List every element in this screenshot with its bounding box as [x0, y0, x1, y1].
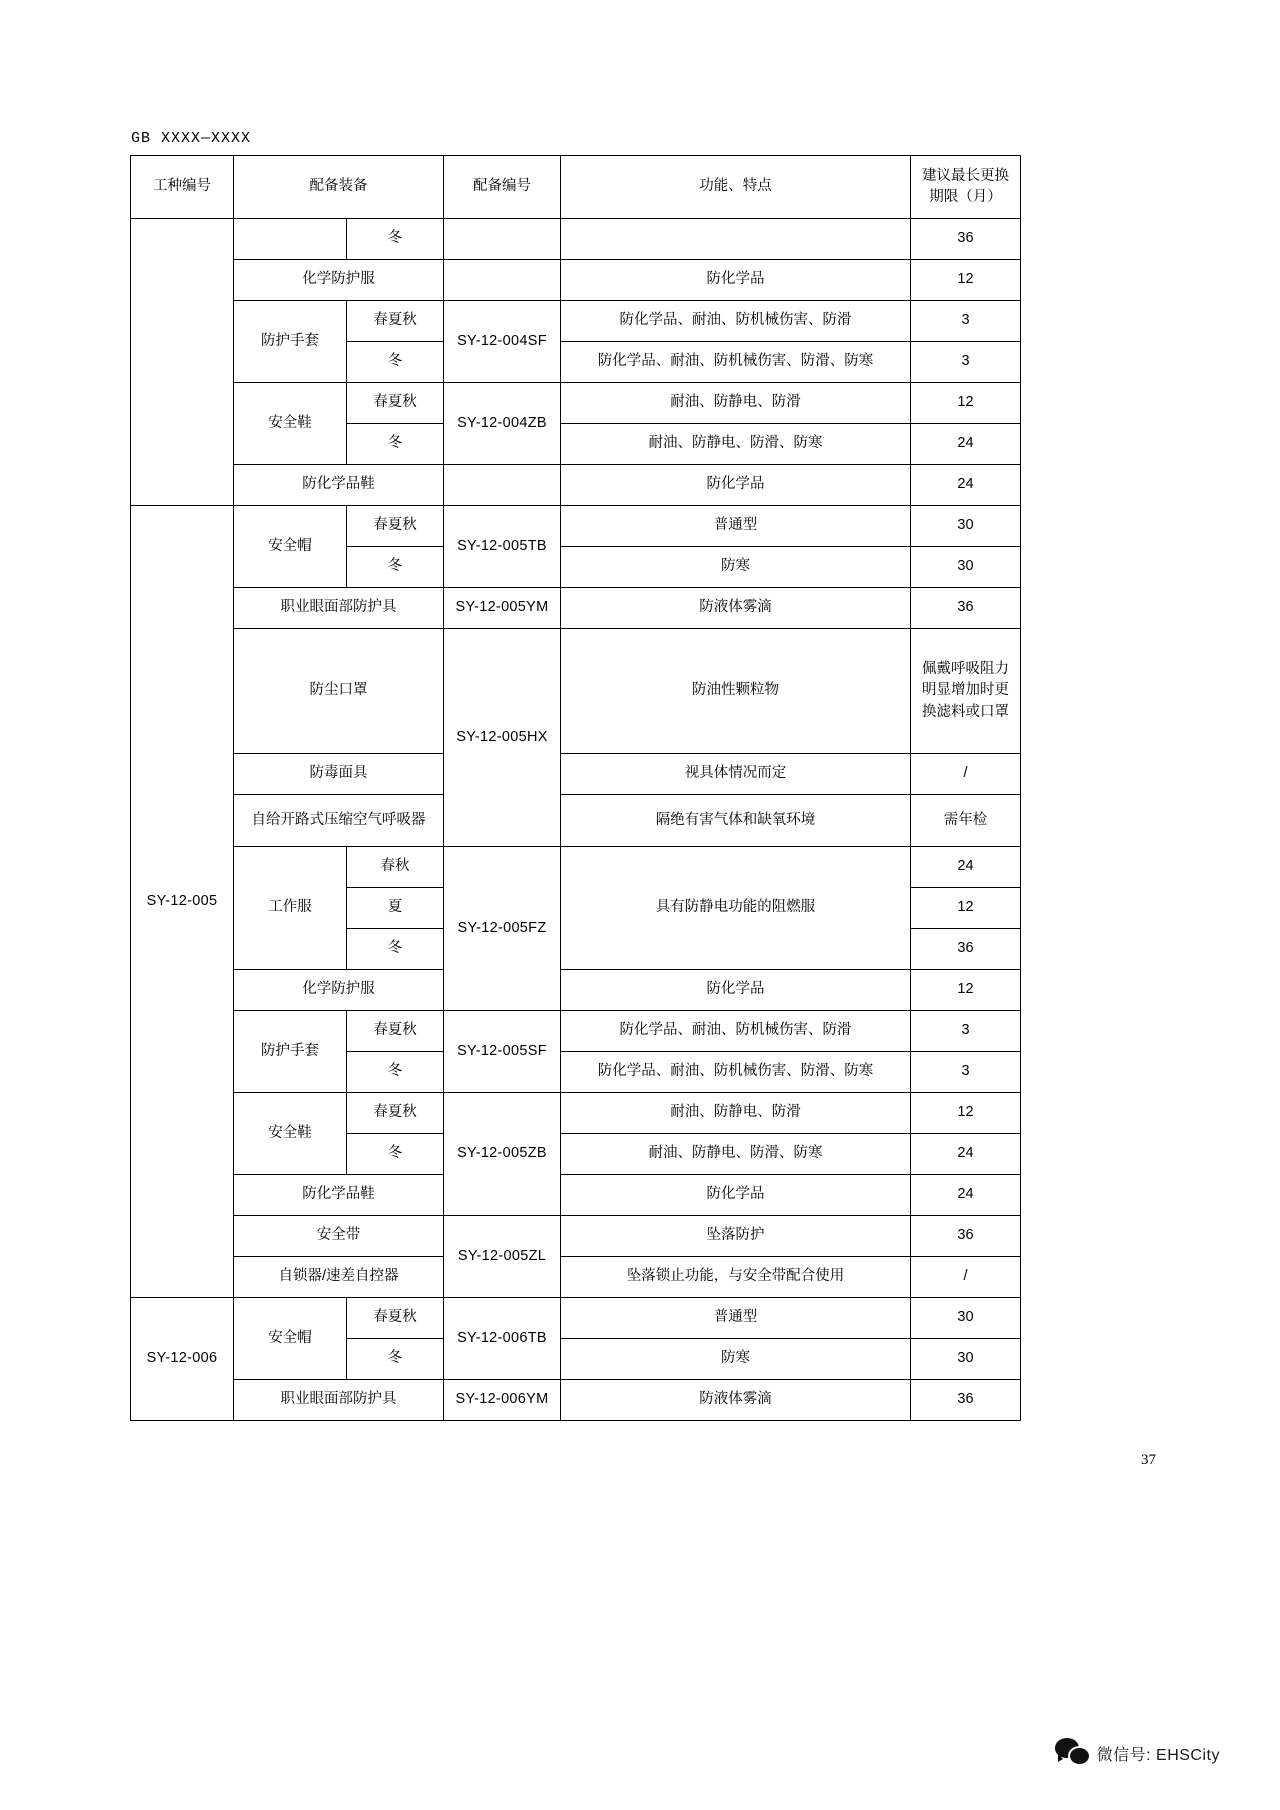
- cell-code-blank: [444, 465, 561, 506]
- cell-equipment: 安全鞋: [234, 1093, 347, 1175]
- cell-code: SY-12-005TB: [444, 506, 561, 588]
- table-row: [131, 1011, 1021, 1052]
- table-row: [131, 1380, 1021, 1421]
- cell-season: 春夏秋: [347, 301, 444, 342]
- cell-season: 春秋: [347, 847, 444, 888]
- cell-feature: 防化学品、耐油、防机械伤害、防滑、防寒: [561, 1052, 911, 1093]
- table-header-row: [131, 156, 1021, 219]
- cell-feature: 防化学品: [561, 465, 911, 506]
- cell-equipment: 化学防护服: [234, 970, 444, 1011]
- cell-feature: 坠落防护: [561, 1216, 911, 1257]
- cell-season: 夏: [347, 888, 444, 929]
- table-row: [131, 506, 1021, 547]
- cell-code: SY-12-004SF: [444, 301, 561, 383]
- cell-equipment: 安全帽: [234, 506, 347, 588]
- cell-equipment-blank: [234, 219, 347, 260]
- cell-period: 36: [911, 1380, 1021, 1421]
- cell-period: 24: [911, 847, 1021, 888]
- header-equipment: 配备装备: [234, 156, 444, 219]
- header-job-code: 工种编号: [131, 156, 234, 219]
- table-row: [131, 629, 1021, 754]
- cell-code: SY-12-005HX: [444, 629, 561, 847]
- cell-period: 12: [911, 970, 1021, 1011]
- cell-period: 36: [911, 929, 1021, 970]
- table-row: [131, 1175, 1021, 1216]
- cell-period: 3: [911, 301, 1021, 342]
- cell-feature: 防寒: [561, 547, 911, 588]
- ppe-allocation-table: [130, 155, 1021, 1421]
- cell-period: 36: [911, 1216, 1021, 1257]
- cell-period: 30: [911, 1298, 1021, 1339]
- cell-period: 30: [911, 506, 1021, 547]
- cell-equipment: 职业眼面部防护具: [234, 1380, 444, 1421]
- cell-period: 3: [911, 1052, 1021, 1093]
- cell-job-code-blank: [131, 219, 234, 506]
- cell-feature: 防寒: [561, 1339, 911, 1380]
- cell-feature: 防化学品: [561, 970, 911, 1011]
- table-row: [131, 1298, 1021, 1339]
- table-row: [131, 1093, 1021, 1134]
- cell-feature-blank: [561, 219, 911, 260]
- cell-job-code: SY-12-005: [131, 506, 234, 1298]
- cell-period: 3: [911, 342, 1021, 383]
- cell-equipment: 自锁器/速差自控器: [234, 1257, 444, 1298]
- cell-season: 春夏秋: [347, 506, 444, 547]
- cell-feature: 防液体雾滴: [561, 1380, 911, 1421]
- cell-feature: 防化学品: [561, 260, 911, 301]
- cell-code-blank: [444, 260, 561, 301]
- standard-code-header: GB XXXX—XXXX: [131, 130, 252, 147]
- table-row: [131, 847, 1021, 888]
- wechat-icon: [1055, 1738, 1089, 1768]
- cell-feature: 防化学品、耐油、防机械伤害、防滑: [561, 301, 911, 342]
- table-row: [131, 301, 1021, 342]
- cell-period: 12: [911, 260, 1021, 301]
- cell-period: 24: [911, 465, 1021, 506]
- cell-code: SY-12-005FZ: [444, 847, 561, 1011]
- cell-code: SY-12-005ZB: [444, 1093, 561, 1216]
- cell-code: SY-12-005ZL: [444, 1216, 561, 1298]
- cell-season: 冬: [347, 1339, 444, 1380]
- wechat-watermark: [1055, 1738, 1220, 1768]
- cell-feature: 防液体雾滴: [561, 588, 911, 629]
- cell-period: 36: [911, 588, 1021, 629]
- cell-period: /: [911, 1257, 1021, 1298]
- cell-feature: 坠落锁止功能，与安全带配合使用: [561, 1257, 911, 1298]
- cell-season: 春夏秋: [347, 1011, 444, 1052]
- cell-feature: 普通型: [561, 506, 911, 547]
- cell-code-blank: [444, 219, 561, 260]
- cell-equipment: 防化学品鞋: [234, 465, 444, 506]
- cell-season: 春夏秋: [347, 1093, 444, 1134]
- cell-season: 春夏秋: [347, 383, 444, 424]
- cell-season: 冬: [347, 342, 444, 383]
- cell-season: 冬: [347, 547, 444, 588]
- cell-period: /: [911, 754, 1021, 795]
- cell-period: 12: [911, 383, 1021, 424]
- cell-equipment: 防护手套: [234, 301, 347, 383]
- cell-period: 24: [911, 1134, 1021, 1175]
- cell-feature: 防化学品、耐油、防机械伤害、防滑、防寒: [561, 342, 911, 383]
- cell-period: 30: [911, 547, 1021, 588]
- cell-job-code: SY-12-006: [131, 1298, 234, 1421]
- table-row: [131, 1257, 1021, 1298]
- cell-feature: 耐油、防静电、防滑: [561, 383, 911, 424]
- cell-period: 佩戴呼吸阻力明显增加时更换滤料或口罩: [911, 629, 1021, 754]
- cell-feature: 隔绝有害气体和缺氧环境: [561, 795, 911, 847]
- table-row: [131, 219, 1021, 260]
- cell-code: SY-12-004ZB: [444, 383, 561, 465]
- page-number: 37: [1141, 1452, 1156, 1468]
- cell-equipment: 安全鞋: [234, 383, 347, 465]
- header-function: 功能、特点: [561, 156, 911, 219]
- table-row: [131, 260, 1021, 301]
- cell-code: SY-12-006TB: [444, 1298, 561, 1380]
- cell-equipment: 防毒面具: [234, 754, 444, 795]
- cell-period: 36: [911, 219, 1021, 260]
- cell-equipment: 自给开路式压缩空气呼吸器: [234, 795, 444, 847]
- cell-feature: 视具体情况而定: [561, 754, 911, 795]
- cell-feature: 防化学品: [561, 1175, 911, 1216]
- cell-equipment: 安全帽: [234, 1298, 347, 1380]
- table-row: [131, 1216, 1021, 1257]
- table-row: [131, 588, 1021, 629]
- cell-period: 12: [911, 1093, 1021, 1134]
- cell-feature: 耐油、防静电、防滑、防寒: [561, 424, 911, 465]
- cell-feature: 普通型: [561, 1298, 911, 1339]
- cell-code: SY-12-006YM: [444, 1380, 561, 1421]
- cell-period: 24: [911, 424, 1021, 465]
- table-row: [131, 970, 1021, 1011]
- cell-feature: 防油性颗粒物: [561, 629, 911, 754]
- cell-period: 需年检: [911, 795, 1021, 847]
- wechat-label: 微信号: EHSCity: [1096, 1746, 1220, 1764]
- cell-code: SY-12-005SF: [444, 1011, 561, 1093]
- cell-equipment: 职业眼面部防护具: [234, 588, 444, 629]
- header-replacement-period: 建议最长更换期限（月）: [911, 156, 1021, 219]
- cell-equipment: 工作服: [234, 847, 347, 970]
- header-equipment-code: 配备编号: [444, 156, 561, 219]
- cell-equipment: 化学防护服: [234, 260, 444, 301]
- cell-equipment: 安全带: [234, 1216, 444, 1257]
- cell-season: 冬: [347, 1134, 444, 1175]
- table-row: [131, 795, 1021, 847]
- cell-feature: 防化学品、耐油、防机械伤害、防滑: [561, 1011, 911, 1052]
- cell-period: 24: [911, 1175, 1021, 1216]
- cell-period: 12: [911, 888, 1021, 929]
- cell-code: SY-12-005YM: [444, 588, 561, 629]
- table-row: [131, 383, 1021, 424]
- cell-period: 3: [911, 1011, 1021, 1052]
- table-row: [131, 465, 1021, 506]
- cell-season: 冬: [347, 424, 444, 465]
- cell-period: 30: [911, 1339, 1021, 1380]
- cell-season: 冬: [347, 1052, 444, 1093]
- cell-equipment: 防护手套: [234, 1011, 347, 1093]
- table-row: [131, 754, 1021, 795]
- cell-feature: 耐油、防静电、防滑、防寒: [561, 1134, 911, 1175]
- cell-season: 冬: [347, 929, 444, 970]
- cell-equipment: 防化学品鞋: [234, 1175, 444, 1216]
- cell-season: 春夏秋: [347, 1298, 444, 1339]
- cell-feature: 耐油、防静电、防滑: [561, 1093, 911, 1134]
- cell-equipment: 防尘口罩: [234, 629, 444, 754]
- cell-feature: 具有防静电功能的阻燃服: [561, 847, 911, 970]
- cell-season: 冬: [347, 219, 444, 260]
